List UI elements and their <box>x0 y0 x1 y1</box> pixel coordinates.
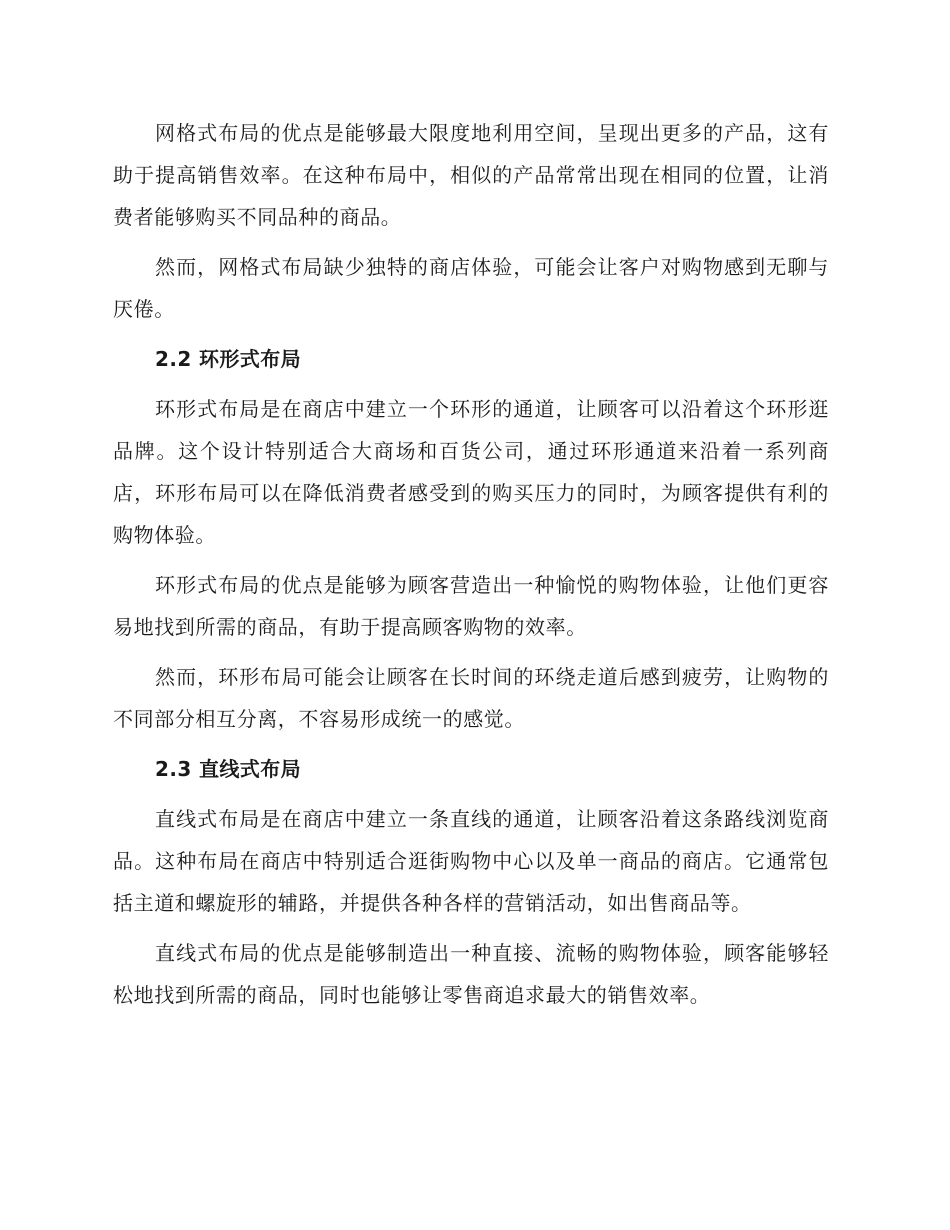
document-body <box>113 112 829 1024</box>
paragraph-ring-description: 环形式布局是在商店中建立一个环形的通道，让顾客可以沿着这个环形逛品牌。这个设计特别适合大商场和百货公司，通过环形通道来沿着一系列商店，环形布局可以在降低消费者感受到的购买压力的同时，为顾客提供有利的购物体验。 <box>113 397 829 547</box>
section-heading-linear-layout: 2.3 直线式布局 <box>155 757 301 781</box>
paragraph-grid-advantages: 网格式布局的优点是能够最大限度地利用空间，呈现出更多的产品，这有助于提高销售效率。在这种布局中，相似的产品常常出现在相同的位置，让消费者能够购买不同品种的商品。 <box>113 121 829 229</box>
paragraph-ring-advantages: 环形式布局的优点是能够为顾客营造出一种愉悦的购物体验，让他们更容易地找到所需的商品，有助于提高顾客购物的效率。 <box>113 573 829 639</box>
paragraph-linear-description: 直线式布局是在商店中建立一条直线的通道，让顾客沿着这条路线浏览商品。这种布局在商店中特别适合逛街购物中心以及单一商品的商店。它通常包括主道和螺旋形的辅路，并提供各种各样的营销活动，如出售商品等。 <box>113 807 829 915</box>
paragraph-linear-advantages: 直线式布局的优点是能够制造出一种直接、流畅的购物体验，顾客能够轻松地找到所需的商品，同时也能够让零售商追求最大的销售效率。 <box>113 941 829 1007</box>
section-heading-ring-layout: 2.2 环形式布局 <box>155 347 301 371</box>
paragraph-grid-disadvantages: 然而，网格式布局缺少独特的商店体验，可能会让客户对购物感到无聊与厌倦。 <box>113 255 829 321</box>
paragraph-ring-disadvantages: 然而，环形布局可能会让顾客在长时间的环绕走道后感到疲劳，让购物的不同部分相互分离，不容易形成统一的感觉。 <box>113 665 829 731</box>
